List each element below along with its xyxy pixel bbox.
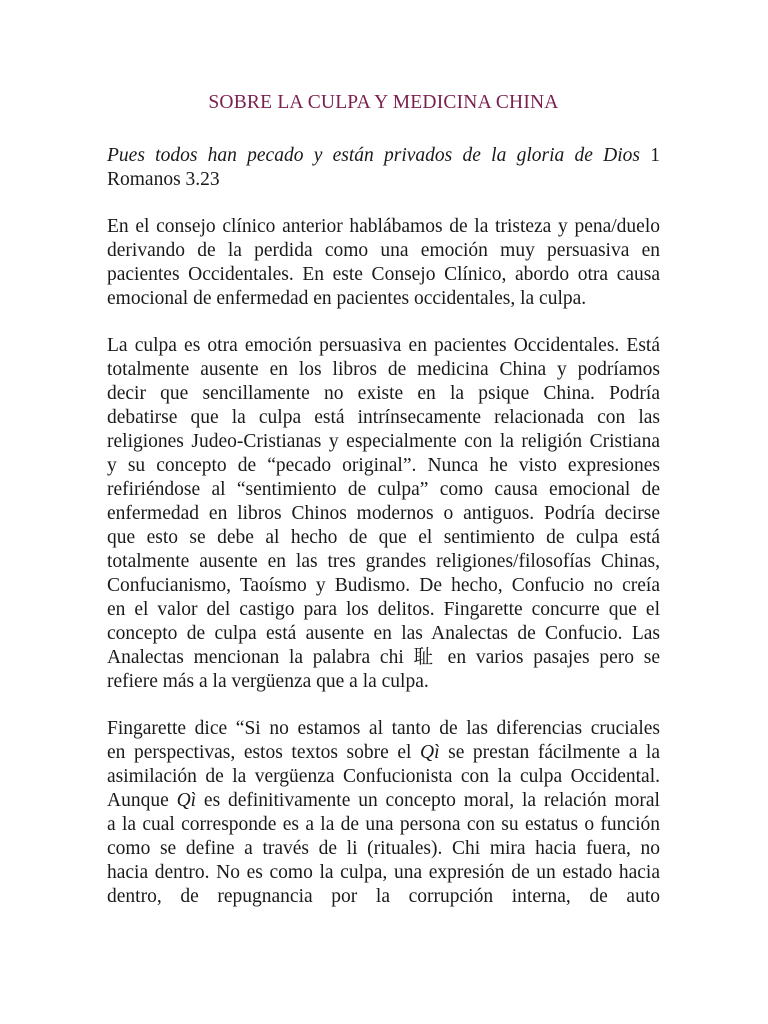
paragraph-2-line: y su concepto de “pecado original”. Nunca he visto expresiones [107,455,660,476]
paragraph-2-line: totalmente ausente en los libros de medicina China y podríamos [107,359,660,380]
paragraph-2-line: refiere más a la vergüenza que a la culpa. [107,671,429,692]
epigraph-ref-number: 1 [640,145,660,166]
paragraph-3-line: Fingarette dice “Si no estamos al tanto de las diferencias cruciales [107,718,660,739]
paragraph-3-line: dentro, de repugnancia por la corrupción interna, de auto [107,886,660,907]
paragraph-3-text: se prestan fácilmente a la [439,742,660,763]
epigraph-reference: Romanos 3.23 [107,169,220,190]
qi-term: Qì [176,790,197,811]
paragraph-3-line: como se define a través de li (rituales). Chi mira hacia fuera, no [107,838,660,859]
paragraph-2-line: refiriéndose al “sentimiento de culpa” como causa emocional de [107,479,660,500]
paragraph-1-line: pacientes Occidentales. En este Consejo Clínico, abordo otra causa [107,264,660,285]
paragraph-1-line: emocional de enfermedad en pacientes occidentales, la culpa. [107,288,587,309]
paragraph-3-text: Aunque [107,790,177,811]
paragraph-2-line: Confucianismo, Taoísmo y Budismo. De hecho, Confucio no creía [107,575,660,596]
document-title: SOBRE LA CULPA Y MEDICINA CHINA [208,92,559,113]
paragraph-2-line: en el valor del castigo para los delitos. Fingarette concurre que el [107,599,660,620]
paragraph-3-line [107,789,660,813]
paragraph-2-line: religiones Judeo-Cristianas y especialmente con la religión Cristiana [107,431,660,452]
paragraph-2-line: enfermedad en libros Chinos modernos o antiguos. Podría decirse [107,503,660,524]
paragraph-3-line: a la cual corresponde es a la de una persona con su estatus o función [107,814,660,835]
paragraph-2-line: debatirse que la culpa está intrínsecamente relacionada con las [107,407,660,428]
paragraph-3-line [107,741,660,765]
paragraph-2-line: Analectas mencionan la palabra chi 耻 en varios pasajes pero se [107,647,660,668]
paragraph-2-line: que esto se debe al hecho de que el sentimiento de culpa está [107,527,660,548]
qi-term: Qì [420,742,440,763]
epigraph-quote: Pues todos han pecado y están privados de la gloria de Dios [107,145,640,166]
paragraph-2-line: concepto de culpa está ausente en las Analectas de Confucio. Las [107,623,660,644]
paragraph-2-line: La culpa es otra emoción persuasiva en pacientes Occidentales. Está [107,335,660,356]
paragraph-2-line: decir que sencillamente no existe en la psique China. Podría [107,383,660,404]
epigraph-line-1 [107,144,660,168]
paragraph-3-text: es definitivamente un concepto moral, la relación moral [196,790,660,811]
paragraph-3-line: hacia dentro. No es como la culpa, una expresión de un estado hacia [107,862,660,883]
paragraph-3-text: en perspectivas, estos textos sobre el [107,742,421,763]
paragraph-3-line: asimilación de la vergüenza Confucionista con la culpa Occidental. [107,766,660,787]
paragraph-2-line: totalmente ausente en las tres grandes religiones/filosofías Chinas, [107,551,660,572]
paragraph-1-line: En el consejo clínico anterior hablábamos de la tristeza y pena/duelo [107,216,660,237]
paragraph-1-line: derivando de la perdida como una emoción muy persuasiva en [107,240,660,261]
